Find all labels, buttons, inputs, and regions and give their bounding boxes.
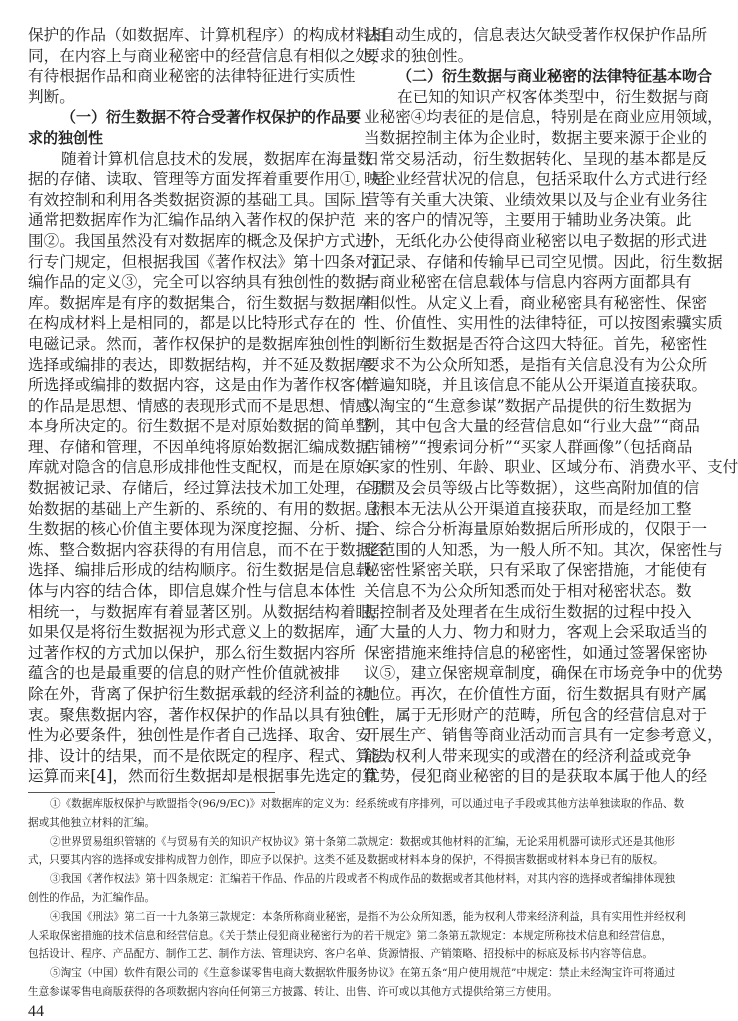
paragraph-line: 判断衍生数据是否符合这四大特征。首先，秘密性 <box>364 334 708 353</box>
paragraph-line: 判断。 <box>28 87 75 106</box>
left-column <box>28 25 403 787</box>
paragraph-line: 体与内容的结合体，即信息媒介性与信息本体性 <box>28 582 356 601</box>
paragraph-line: 来的客户的情况等，主要用于辅助业务决策。此 <box>364 211 692 230</box>
paragraph-line: 电磁记录。然而，著作权保护的是数据库独创性的 <box>28 334 372 353</box>
paragraph-line: 理、存储和管理，不因单纯将原始数据汇编成数据 <box>28 437 372 456</box>
footnote-line: ②世界贸易组织管辖的《与贸易有关的知识产权协议》第十条第二款规定：数据或其他材料的汇编，无论采用机器可读形式还是其他形 <box>50 835 676 848</box>
footnote-line: 包括设计、程序、产品配方、制作工艺、制作方法、管理诀窍、客户名单、货源情报、产销策略、招投标中的标底及标书内容等信息。 <box>28 948 654 961</box>
footnote-line: 据或其他独立材料的汇编。 <box>28 816 156 829</box>
paragraph-line: 选择或编排的表达，即数据结构，并不延及数据库 <box>28 355 372 374</box>
footnote-line: 人采取保密措施的技术信息和经营信息。《关于禁止侵犯商业秘密行为的若干规定》第二条第五款规定：本规定所称技术信息和经营信息， <box>28 929 672 942</box>
paragraph-line: 数据被记录、存储后，经过算法技术加工处理，在原 <box>28 479 387 498</box>
paragraph-line: 有待根据作品和商业秘密的法律特征进行实质性 <box>28 67 356 86</box>
paragraph-line: 议⑤，建立保密规章制度，确保在市场竞争中的优势 <box>364 664 723 683</box>
paragraph-line: 炼、整合数据内容获得的有用信息，而不在于数据经 <box>28 540 387 559</box>
paragraph-line: 同，在内容上与商业秘密中的经营信息有相似之处， <box>28 46 387 65</box>
paragraph-line: 关信息不为公众所知悉而处于相对秘密状态。数 <box>364 582 692 601</box>
paragraph-line: 如果仅是将衍生数据视为形式意义上的数据库，通 <box>28 623 372 642</box>
paragraph-line: 库。数据库是有序的数据集合，衍生数据与数据库 <box>28 293 372 312</box>
paragraph-line: 通常把数据库作为汇编作品纳入著作权的保护范 <box>28 211 356 230</box>
paragraph-line: 围②。我国虽然没有对数据库的概念及保护方式进 <box>28 231 372 250</box>
paragraph-line: 定范围的人知悉，为一般人所不知。其次，保密性与 <box>364 540 723 559</box>
paragraph-line: 外，无纸化办公使得商业秘密以电子数据的形式进 <box>364 231 708 250</box>
paragraph-line: 本身所决定的。衍生数据不是对原始数据的简单整 <box>28 417 372 436</box>
paragraph-line: 在构成材料上是相同的，都是以比特形式存在的 <box>28 314 356 333</box>
paragraph-line: 例，其中包含大量的经营信息如“行业大盘”“商品 <box>364 417 700 436</box>
paragraph-line: 选择、编排后形成的结构顺序。衍生数据是信息载 <box>28 561 372 580</box>
paragraph-line: 排、设计的结果，而不是依既定的程序、程式、算法、 <box>28 746 403 765</box>
paragraph-line: 以淘宝的“生意参谋”数据产品提供的衍生数据为 <box>364 396 692 415</box>
paragraph-line: 性、价值性、实用性的法律特征，可以按图索骥实质 <box>364 314 723 333</box>
section-heading-line: 求的独创性 <box>28 128 104 147</box>
paragraph-line: 所选择或编排的数据内容，这是由作为著作权客体 <box>28 376 372 395</box>
footnote-line: ⑤淘宝（中国）软件有限公司的《生意参谋零售电商大数据软件服务协议》在第五条“用户使用规范”中规定：禁止未经淘宝许可将通过 <box>50 967 676 980</box>
paragraph-line: 息根本无法从公开渠道直接获取，而是经加工整 <box>364 499 692 518</box>
footnotes <box>28 795 686 1002</box>
paragraph-line: 运算而来[4]，然而衍生数据却是根据事先选定的算 <box>28 767 378 786</box>
paragraph-line: 业秘密④均表征的是信息，特别是在商业应用领域， <box>364 108 723 127</box>
paragraph-line: 生数据的核心价值主要体现为深度挖掘、分析、提 <box>28 520 372 539</box>
paragraph-line: 有效控制和利用各类数据资源的基础工具。国际上 <box>28 190 372 209</box>
footnote-line: 式，只要其内容的选择或安排构成智力创作，即应予以保护。这类不延及数据或材料本身的保护，不得损害数据或材料本身已有的版权。 <box>28 854 664 867</box>
paragraph-line: 习惯及会员等级占比等数据），这些高附加值的信 <box>364 479 700 498</box>
paragraph-line: 保护的作品（如数据库、计算机程序）的构成材料相 <box>28 26 387 44</box>
paragraph-line: 保密措施来维持信息的秘密性，如通过签署保密协 <box>364 643 708 662</box>
paragraph-line: 过著作权的方式加以保护，那么衍生数据内容所 <box>28 643 356 662</box>
paragraph-line: 合、综合分析海量原始数据后所形成的，仅限于一 <box>364 520 708 539</box>
footnote-line: ④我国《刑法》第二百一十九条第三款规定：本条所称商业秘密，是指不为公众所知悉，能为权利人带来经济利益，具有实用性并经权利 <box>50 910 686 923</box>
paragraph-line: 据控制者及处理者在生成衍生数据的过程中投入 <box>364 602 692 621</box>
footnote-line: ③我国《著作权法》第十四条规定：汇编若干作品、作品的片段或者不构成作品的数据或者其他材料，对其内容的选择或者编排体现独 <box>50 873 676 886</box>
paragraph-line: 与商业秘密在信息载体与信息内容两方面都具有 <box>364 273 692 292</box>
page-number: 44 <box>28 1003 44 1020</box>
paragraph-line: 相统一，与数据库有着显著区别。从数据结构着眼， <box>28 602 387 621</box>
paragraph-line: 要求不为公众所知悉，是指有关信息没有为公众所 <box>364 355 708 374</box>
paragraph-line: 普遍知晓，并且该信息不能从公开渠道直接获取。 <box>364 376 708 395</box>
paragraph-line: 性，属于无形财产的范畴，所包含的经营信息对于 <box>364 705 708 724</box>
footnote-line: 生意参谋零售电商版获得的各项数据内容向任何第三方披露、转让、出售、许可或以其他方式提供给第三方使用。 <box>28 985 558 998</box>
paragraph-line: 编作品的定义③，完全可以容纳具有独创性的数据 <box>28 273 372 292</box>
paragraph-line: 要求的独创性。 <box>364 46 474 65</box>
paragraph-line: 了大量的人力、物力和财力，客观上会采取适当的 <box>364 623 708 642</box>
right-column <box>364 25 738 787</box>
paragraph-line: 库就对隐含的信息形成排他性支配权，而是在原始 <box>28 458 372 477</box>
paragraph-line: 日常交易活动，衍生数据转化、呈现的基本都是反 <box>364 149 708 168</box>
paragraph-line: 据的存储、读取、管理等方面发挥着重要作用①，是 <box>28 170 387 189</box>
paragraph-line: 能为权利人带来现实的或潜在的经济利益或竞争 <box>364 746 692 765</box>
paragraph-line: 营等有关重大决策、业绩效果以及与企业有业务往 <box>364 190 708 209</box>
paragraph-line: 蕴含的也是最重要的信息的财产性价值就被排 <box>28 664 340 683</box>
section-heading-line: （一）衍生数据不符合受著作权保护的作品要 <box>61 108 362 127</box>
paragraph-line: 行记录、存储和传输早已司空见惯。因此，衍生数据 <box>364 252 723 271</box>
paragraph-line: 在已知的知识产权客体类型中，衍生数据与商 <box>397 87 709 106</box>
footnote-line: 创性的作品，为汇编作品。 <box>28 891 156 904</box>
paragraph-line: 随着计算机信息技术的发展，数据库在海量数 <box>61 149 373 168</box>
paragraph-line: 性为必要条件，独创性是作者自己选择、取舍、安 <box>28 726 372 745</box>
paragraph-line: 行专门规定，但根据我国《著作权法》第十四条对汇 <box>28 252 387 271</box>
paragraph-line: 法自动生成的，信息表达欠缺受著作权保护作品所 <box>364 26 708 44</box>
paragraph-line: 开展生产、销售等商业活动而言具有一定参考意义， <box>364 726 723 745</box>
footnote-line: ①《数据库版权保护与欧盟指令(96/9/EC)》对数据库的定义为：经系统或有序排列，可以通过电子手段或其他方法单独读取的作品、数 <box>50 798 685 810</box>
paragraph-line: 的作品是思想、情感的表现形式而不是思想、情感 <box>28 396 372 415</box>
paragraph-line: 映企业经营状况的信息，包括采取什么方式进行经 <box>364 170 708 189</box>
section-heading-line: （二）衍生数据与商业秘密的法律特征基本吻合 <box>397 67 713 86</box>
paragraph-line: 秘密性紧密关联，只有采取了保密措施，才能使有 <box>364 561 708 580</box>
paragraph-line: 优势，侵犯商业秘密的目的是获取本属于他人的经 <box>364 767 708 786</box>
paragraph-line: 当数据控制主体为企业时，数据主要来源于企业的 <box>364 128 708 147</box>
footnote-separator <box>28 792 275 793</box>
paragraph-line: 除在外，背离了保护衍生数据承载的经济利益的初 <box>28 685 372 703</box>
paragraph-line: 店铺榜”“搜索词分析”“买家人群画像”（包括商品 <box>364 437 693 456</box>
paragraph-line: 衷。聚焦数据内容，著作权保护的作品以具有独创 <box>28 705 372 724</box>
paragraph-line: 相似性。从定义上看，商业秘密具有秘密性、保密 <box>364 293 708 312</box>
paragraph-line: 始数据的基础上产生新的、系统的、有用的数据。衍 <box>28 499 387 518</box>
paragraph-line: 地位。再次，在价值性方面，衍生数据具有财产属 <box>364 685 708 703</box>
paragraph-line: 买家的性别、年龄、职业、区域分布、消费水平、支付 <box>364 458 738 477</box>
